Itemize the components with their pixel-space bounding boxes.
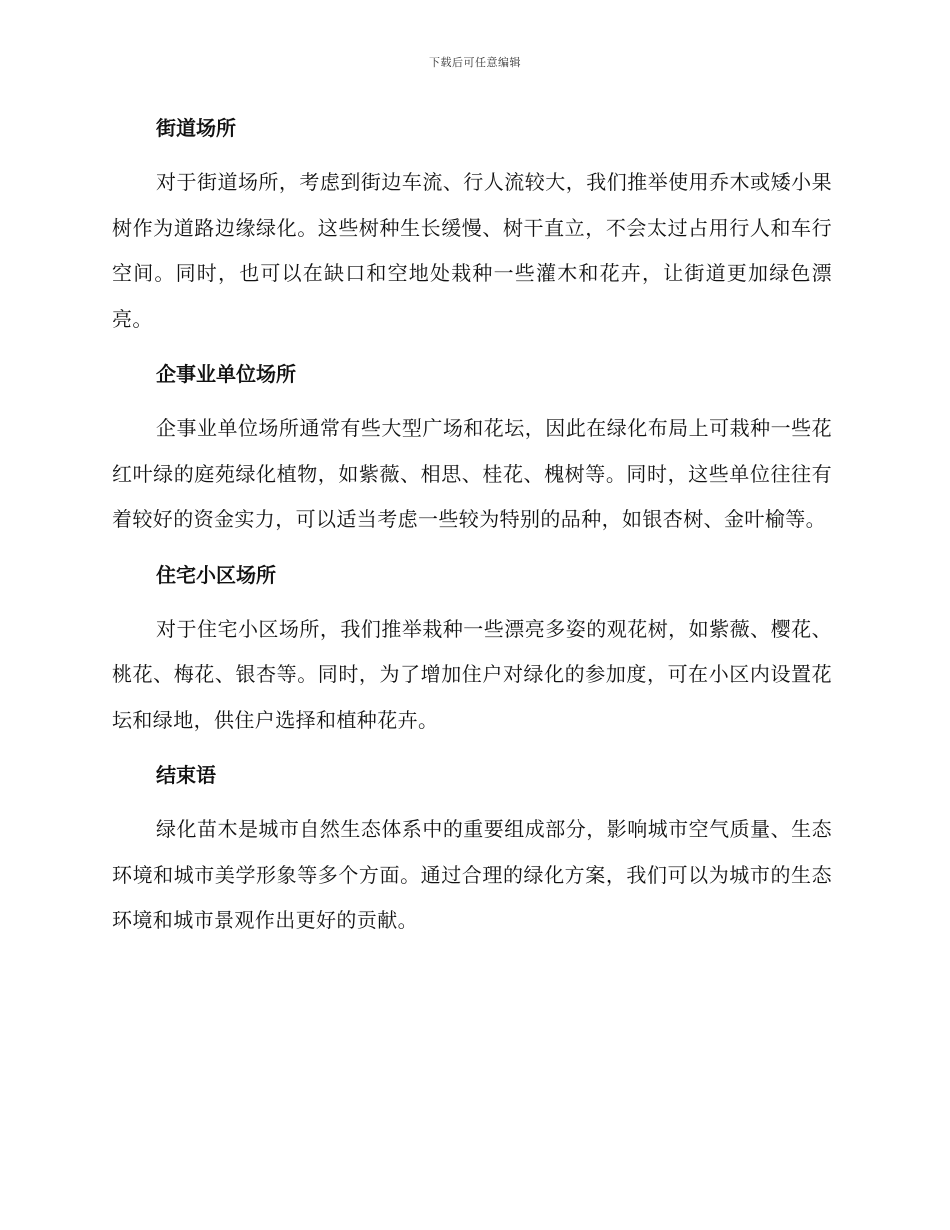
section-heading-residential: 住宅小区场所 xyxy=(156,562,276,587)
header-note: 下载后可任意编辑 xyxy=(429,56,521,69)
document-body xyxy=(112,108,832,944)
section-paragraph-conclusion: 绿化苗木是城市自然生态体系中的重要组成部分，影响城市空气质量、生态环境和城市美学形象等多个方面。通过合理的绿化方案，我们可以为城市的生态环境和城市景观作出更好的贡献。 xyxy=(112,817,832,932)
section-heading-enterprise: 企事业单位场所 xyxy=(156,362,296,386)
section-paragraph-enterprise: 企事业单位场所通常有些大型广场和花坛，因此在绿化布局上可栽种一些花红叶绿的庭苑绿化植物，如紫薇、相思、桂花、槐树等。同时，这些单位往往有着较好的资金实力，可以适当考虑一些较为特别的品种，如银杏树、金叶榆等。 xyxy=(112,416,832,531)
section-paragraph-street: 对于街道场所，考虑到街边车流、行人流较大，我们推举使用乔木或矮小果树作为道路边缘绿化。这些树种生长缓慢、树干直立，不会太过占用行人和车行空间。同时，也可以在缺口和空地处栽种一些灌木和花卉，让街道更加绿色漂亮。 xyxy=(112,170,832,331)
section-heading-street: 街道场所 xyxy=(156,116,236,140)
section-heading-conclusion: 结束语 xyxy=(156,763,216,787)
section-paragraph-residential: 对于住宅小区场所，我们推举栽种一些漂亮多姿的观花树，如紫薇、樱花、桃花、梅花、银杏等。同时，为了增加住户对绿化的参加度，可在小区内设置花坛和绿地，供住户选择和植种花卉。 xyxy=(112,616,832,732)
